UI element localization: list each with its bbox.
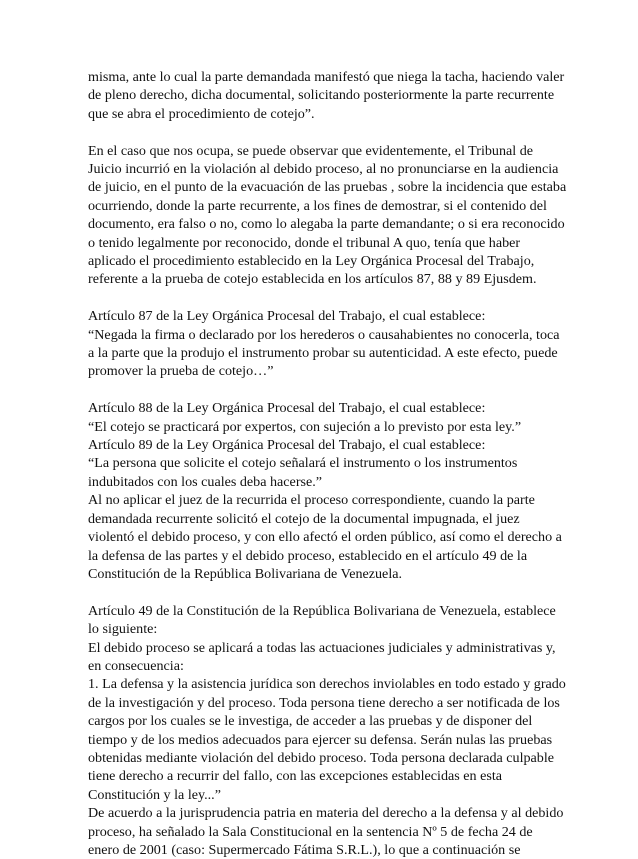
text-line: “Negada la firma o declarado por los herederos o causahabientes no conocerla, toca — [88, 326, 560, 343]
text-line: a la parte que la produjo el instrumento probar su autenticidad. A este efecto, puede — [88, 345, 558, 362]
text-line: De acuerdo a la jurisprudencia patria en materia del derecho a la defensa y al debido — [88, 805, 564, 822]
text-line: Artículo 87 de la Ley Orgánica Procesal del Trabajo, el cual establece: — [88, 308, 486, 325]
text-line: obtenidas mediante violación del debido proceso. Toda persona declarada culpable — [88, 749, 555, 766]
text-line: Artículo 89 de la Ley Orgánica Procesal del Trabajo, el cual establece: — [88, 437, 486, 454]
text-line: de pleno derecho, dicha documental, solicitando posteriormente la parte recurrente — [88, 87, 555, 104]
text-line: violentó el debido proceso, y con ello afectó el orden público, así como el derecho a — [88, 529, 562, 546]
text-line: misma, ante lo cual la parte demandada manifestó que niega la tacha, haciendo valer — [88, 69, 565, 85]
text-line: documento, era falso o no, como lo alegaba la parte demandante; o si era reconocido — [88, 216, 565, 233]
text-line: enero de 2001 (caso: Supermercado Fátima S.R.L.), lo que a continuación se — [88, 842, 521, 858]
text-line: referente a la prueba de cotejo establecida en los artículos 87, 88 y 89 Ejusdem. — [88, 271, 537, 288]
text-line: En el caso que nos ocupa, se puede observar que evidentemente, el Tribunal de — [88, 142, 533, 159]
text-line: o tenido legalmente por reconocido, donde el tribunal A quo, tenía que haber — [88, 234, 521, 251]
paragraph-articles-88-89 — [88, 399, 562, 583]
text-line: indubitados con los cuales deba hacerse.” — [88, 473, 323, 490]
text-line: 1. La defensa y la asistencia jurídica son derechos inviolables en todo estado y grado — [88, 676, 566, 693]
text-line: proceso, ha señalado la Sala Constitucional en la sentencia Nº 5 de fecha 24 de — [88, 823, 533, 840]
paragraph-spacer — [88, 381, 553, 399]
document-body — [88, 68, 567, 859]
paragraph-cotejo-intro — [88, 68, 565, 123]
paragraph-article-87 — [88, 307, 560, 381]
text-line: tiempo y de los medios adecuados para ejercer su defensa. Serán nulas las pruebas — [88, 731, 553, 748]
text-line: aplicado el procedimiento establecido en la Ley Orgánica Procesal del Trabajo, — [88, 253, 535, 270]
text-line: promover la prueba de cotejo…” — [88, 363, 274, 380]
text-line: Constitución y la ley...” — [88, 786, 221, 803]
text-line: El debido proceso se aplicará a todas las actuaciones judiciales y administrativas y, — [88, 639, 556, 656]
text-line: Artículo 88 de la Ley Orgánica Procesal del Trabajo, el cual establece: — [88, 400, 486, 417]
text-line: cargos por los cuales se le investiga, de acceder a las pruebas y de disponer del — [88, 713, 533, 730]
text-line: demandada recurrente solicitó el cotejo de la documental impugnada, el juez — [88, 510, 520, 527]
text-line: tiene derecho a recurrir del fallo, con las excepciones establecidas en esta — [88, 768, 502, 785]
text-line: de la investigación y del proceso. Toda persona tiene derecho a ser notificada de los — [88, 694, 560, 711]
paragraph-spacer — [88, 583, 553, 601]
text-line: Al no aplicar el juez de la recurrida el proceso correspondiente, cuando la parte — [88, 492, 535, 509]
text-line: en consecuencia: — [88, 657, 184, 674]
text-line: de juicio, en el punto de la evacuación de las pruebas , sobre la incidencia que estaba — [88, 179, 567, 196]
text-line: ocurriendo, donde la parte recurrente, a los fines de demostrar, si el contenido del — [88, 197, 547, 214]
text-line: Artículo 49 de la Constitución de la República Bolivariana de Venezuela, establece — [88, 602, 556, 619]
text-line: la defensa de las partes y el debido proceso, establecido en el artículo 49 de la — [88, 547, 528, 564]
paragraph-spacer — [88, 289, 553, 307]
text-line: lo siguiente: — [88, 621, 158, 638]
text-line: Constitución de la República Bolivariana de Venezuela. — [88, 565, 403, 582]
paragraph-spacer — [88, 123, 553, 141]
text-line: “El cotejo se practicará por expertos, con sujeción a lo previsto por esta ley.” — [88, 418, 522, 435]
paragraph-case-analysis — [88, 142, 567, 289]
paragraph-article-49 — [88, 602, 566, 859]
text-line: “La persona que solicite el cotejo señalará el instrumento o los instrumentos — [88, 455, 518, 472]
text-line: que se abra el procedimiento de cotejo”. — [88, 105, 315, 122]
text-line: Juicio incurrió en la violación al debido proceso, al no pronunciarse en la audiencia — [88, 161, 559, 178]
